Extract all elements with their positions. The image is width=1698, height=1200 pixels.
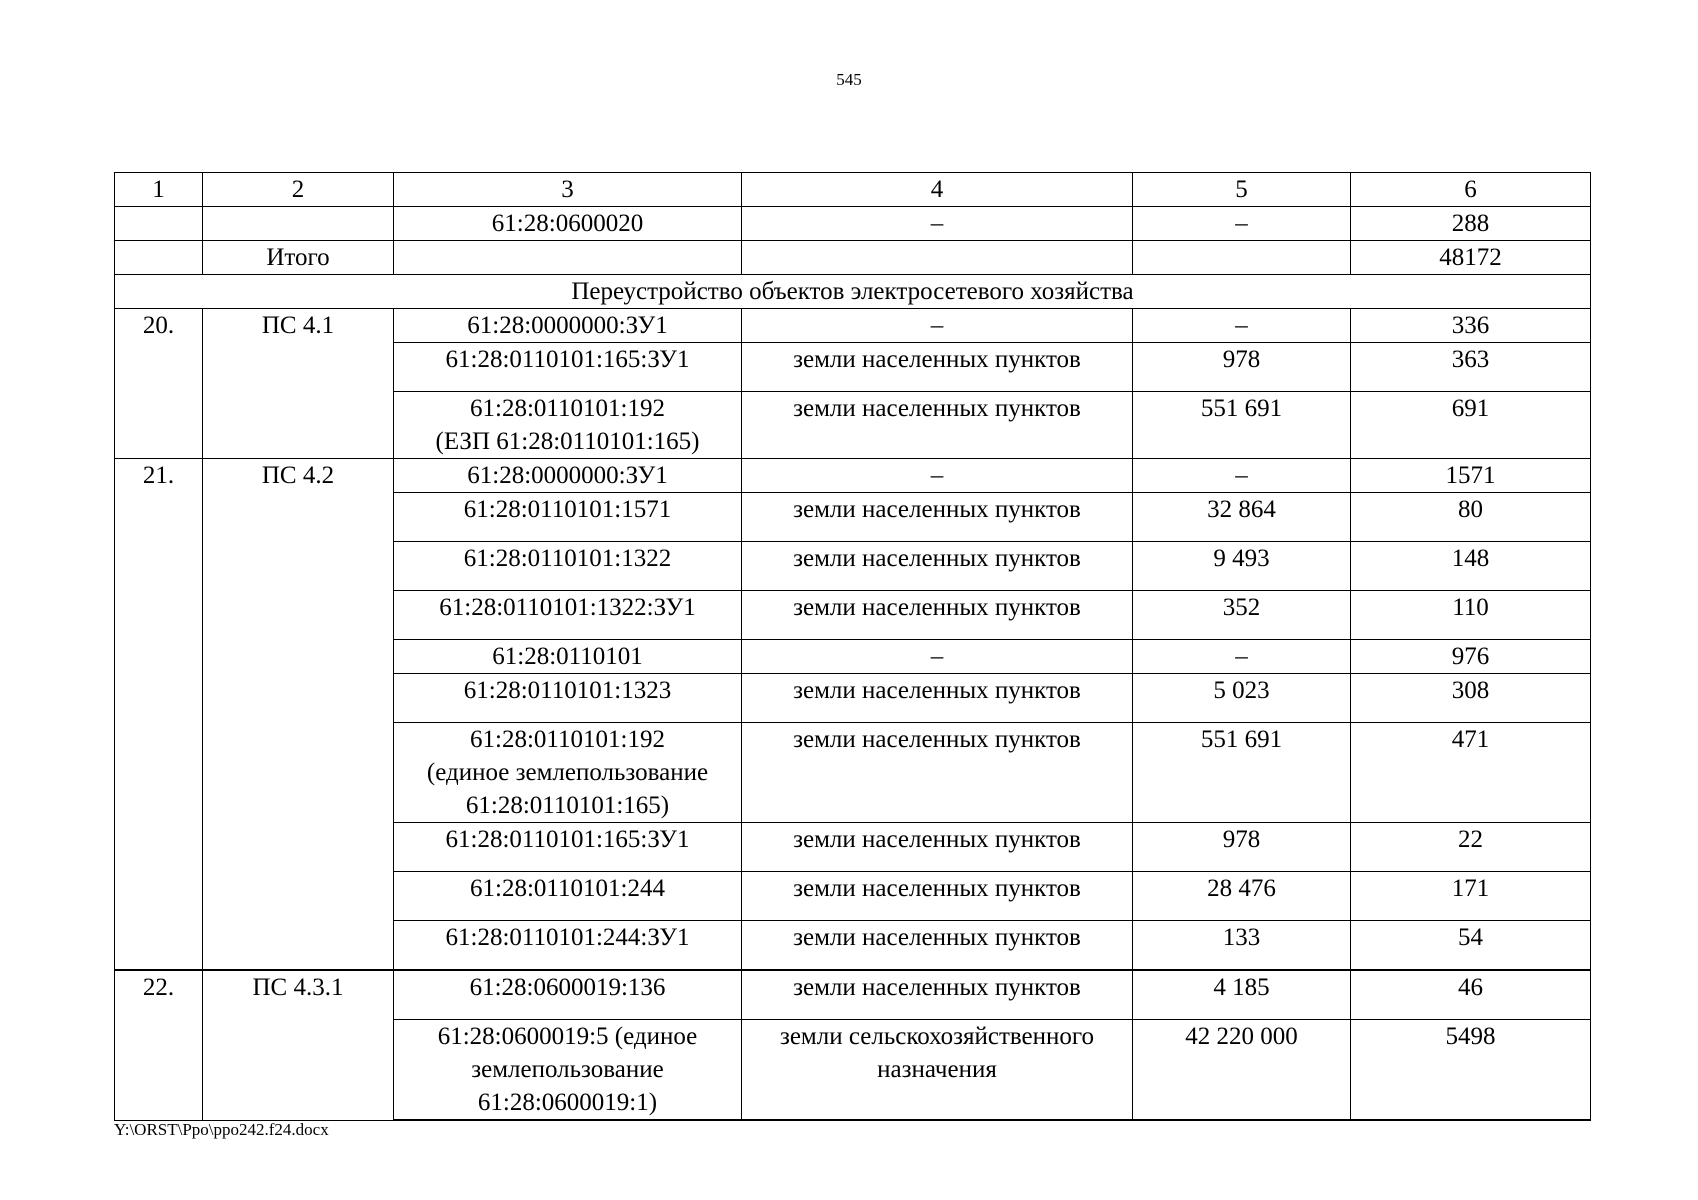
cadastral-number-cell: 61:28:0110101 (394, 640, 742, 674)
cadastral-number-cell: 61:28:0600020 (394, 207, 742, 241)
cadastral-line: 61:28:0110101:192 (470, 395, 665, 422)
land-category-cell (742, 241, 1133, 275)
cadastral-number-cell: 61:28:0110101:165:ЗУ1 (394, 343, 742, 392)
cadastral-number-cell (394, 723, 742, 823)
page-number: 545 (836, 70, 862, 89)
cadastral-number-cell: 61:28:0110101:1322:ЗУ1 (394, 591, 742, 640)
object-name-cell: ПС 4.1 (203, 309, 394, 459)
cadastral-number-cell: 61:28:0110101:1323 (394, 674, 742, 723)
land-category-cell: – (742, 309, 1133, 343)
land-category-cell: земли населенных пунктов (742, 723, 1133, 823)
cadastral-number-cell: 61:28:0000000:ЗУ1 (394, 459, 742, 493)
header-cell: 3 (394, 173, 742, 207)
plot-area-cell: 551 691 (1133, 723, 1351, 823)
occupied-area-cell: 691 (1351, 392, 1591, 459)
plot-area-cell: 32 864 (1133, 493, 1351, 542)
row-number-cell: 21. (115, 459, 203, 971)
header-cell: 4 (742, 173, 1133, 207)
cadastral-number-cell: 61:28:0110101:165:ЗУ1 (394, 823, 742, 872)
table-row (115, 207, 1591, 241)
land-category-line: назначения (877, 1056, 997, 1083)
row-number-cell (115, 241, 203, 275)
land-category-line: земли сельскохозяйственного (779, 1023, 1095, 1050)
total-value: 48172 (1351, 241, 1591, 275)
plot-area-cell: 5 023 (1133, 674, 1351, 723)
row-number-cell (115, 207, 203, 241)
row-number-cell: 22. (115, 970, 203, 1120)
plot-area-cell: 133 (1133, 921, 1351, 971)
header-cell: 5 (1133, 173, 1351, 207)
land-category-cell: земли населенных пунктов (742, 970, 1133, 1020)
plot-area-cell: 352 (1133, 591, 1351, 640)
occupied-area-cell: 80 (1351, 493, 1591, 542)
plot-area-cell: – (1133, 207, 1351, 241)
header-cell: 6 (1351, 173, 1591, 207)
table-row (115, 309, 1591, 343)
header-cell: 1 (115, 173, 203, 207)
cadastral-number-cell: 61:28:0110101:244:ЗУ1 (394, 921, 742, 971)
occupied-area-cell: 171 (1351, 872, 1591, 921)
cadastral-line: (единое землепользование (426, 759, 709, 786)
land-plots-table (114, 172, 1591, 1121)
occupied-area-cell: 5498 (1351, 1020, 1591, 1121)
land-category-cell: земли населенных пунктов (742, 674, 1133, 723)
cadastral-number-cell: 61:28:0110101:1571 (394, 493, 742, 542)
table-header-row (115, 173, 1591, 207)
section-row (115, 275, 1591, 309)
occupied-area-cell: 46 (1351, 970, 1591, 1020)
total-label: Итого (203, 241, 394, 275)
occupied-area-cell: 110 (1351, 591, 1591, 640)
plot-area-cell: 978 (1133, 343, 1351, 392)
cadastral-line: 61:28:0600019:5 (единое (437, 1023, 698, 1050)
cadastral-number-cell: 61:28:0110101:1322 (394, 542, 742, 591)
cadastral-line: 61:28:0110101:192 (470, 726, 665, 753)
plot-area-cell: – (1133, 640, 1351, 674)
cadastral-line: 61:28:0600019:1) (477, 1089, 658, 1116)
plot-area-cell: 28 476 (1133, 872, 1351, 921)
cadastral-number-cell (394, 392, 742, 459)
occupied-area-cell: 471 (1351, 723, 1591, 823)
occupied-area-cell: 22 (1351, 823, 1591, 872)
cadastral-number-cell: 61:28:0600019:136 (394, 970, 742, 1020)
occupied-area-cell: 288 (1351, 207, 1591, 241)
cadastral-line: землепользование (471, 1056, 664, 1083)
plot-area-cell: – (1133, 459, 1351, 493)
file-path-footer: Y:\ORST\Ppo\ppo242.f24.docx (114, 1120, 329, 1139)
land-category-cell: земли населенных пунктов (742, 591, 1133, 640)
total-row (115, 241, 1591, 275)
land-category-cell: земли населенных пунктов (742, 343, 1133, 392)
occupied-area-cell: 308 (1351, 674, 1591, 723)
land-category-cell: земли населенных пунктов (742, 823, 1133, 872)
land-category-cell (742, 1020, 1133, 1121)
land-category-cell: земли населенных пунктов (742, 872, 1133, 921)
plot-area-cell (1133, 241, 1351, 275)
plot-area-cell: 978 (1133, 823, 1351, 872)
header-cell: 2 (203, 173, 394, 207)
cadastral-number-cell: 61:28:0000000:ЗУ1 (394, 309, 742, 343)
land-category-cell: земли населенных пунктов (742, 921, 1133, 971)
occupied-area-cell: 363 (1351, 343, 1591, 392)
table-row (115, 459, 1591, 493)
plot-area-cell: 42 220 000 (1133, 1020, 1351, 1121)
row-number-cell: 20. (115, 309, 203, 459)
land-category-cell: земли населенных пунктов (742, 542, 1133, 591)
occupied-area-cell: 336 (1351, 309, 1591, 343)
cadastral-number-cell: 61:28:0110101:244 (394, 872, 742, 921)
land-category-cell: – (742, 207, 1133, 241)
object-name-cell: ПС 4.3.1 (203, 970, 394, 1120)
cadastral-number-cell (394, 1020, 742, 1121)
plot-area-cell: 4 185 (1133, 970, 1351, 1020)
land-category-cell: земли населенных пунктов (742, 493, 1133, 542)
occupied-area-cell: 54 (1351, 921, 1591, 971)
cadastral-line: (ЕЗП 61:28:0110101:165) (435, 428, 700, 455)
cadastral-line: 61:28:0110101:165) (465, 792, 670, 819)
occupied-area-cell: 148 (1351, 542, 1591, 591)
object-name-cell: ПС 4.2 (203, 459, 394, 971)
land-category-cell: – (742, 459, 1133, 493)
occupied-area-cell: 976 (1351, 640, 1591, 674)
plot-area-cell: – (1133, 309, 1351, 343)
section-title: Переустройство объектов электросетевого хозяйства (115, 275, 1591, 309)
plot-area-cell: 9 493 (1133, 542, 1351, 591)
occupied-area-cell: 1571 (1351, 459, 1591, 493)
table-row (115, 970, 1591, 1020)
cadastral-number-cell (394, 241, 742, 275)
land-category-cell: – (742, 640, 1133, 674)
land-category-cell: земли населенных пунктов (742, 392, 1133, 459)
object-name-cell (203, 207, 394, 241)
plot-area-cell: 551 691 (1133, 392, 1351, 459)
